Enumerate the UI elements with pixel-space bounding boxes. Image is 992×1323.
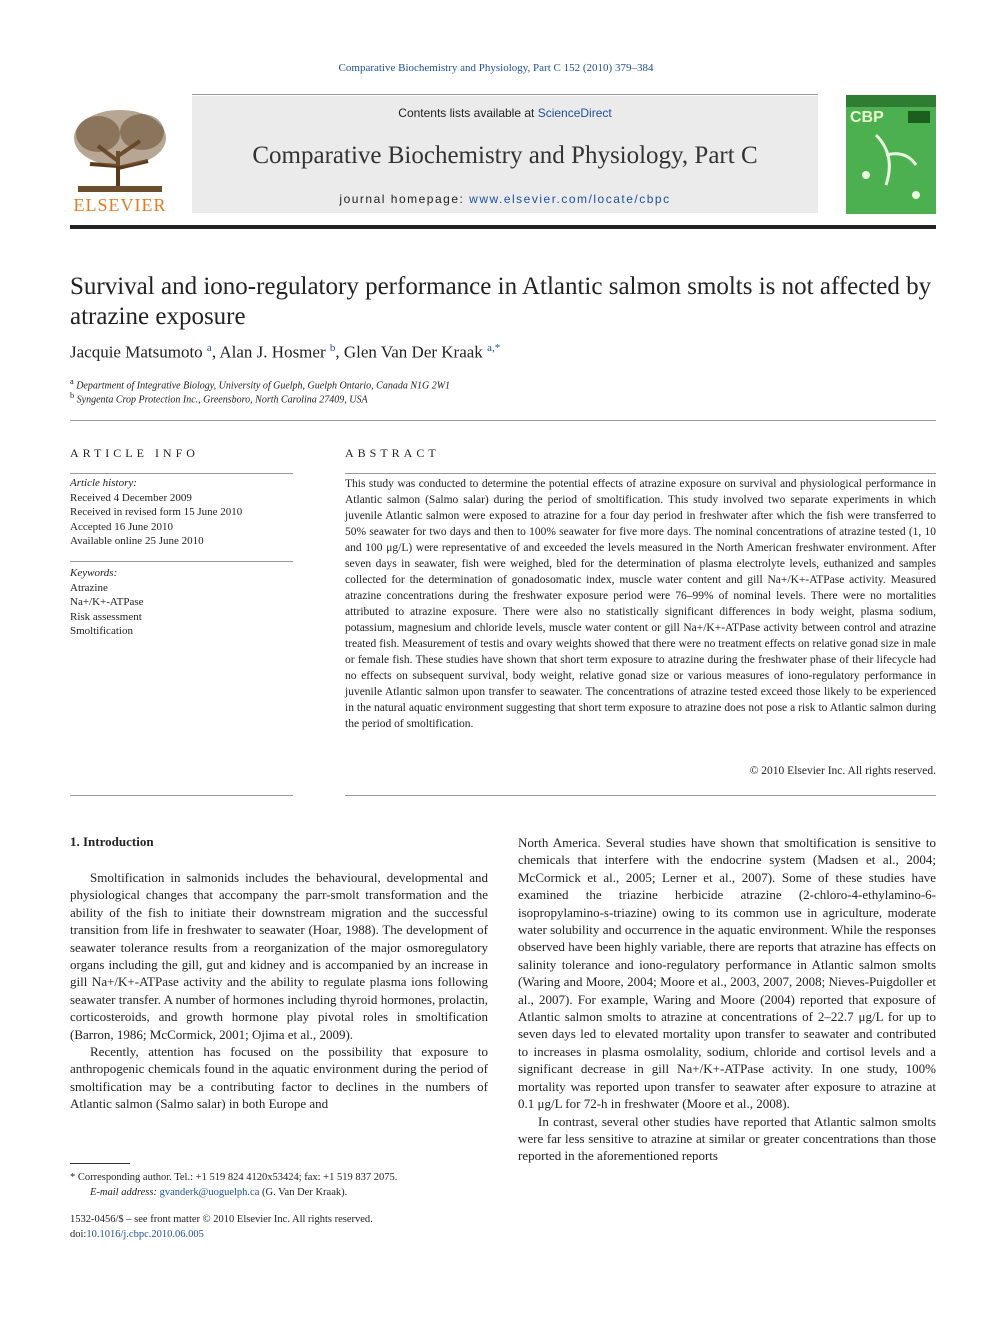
abstract-rule [345,473,936,474]
affil-text: Department of Integrative Biology, University of Guelph, Guelph Ontario, Canada N1G 2W1 [76,380,451,392]
article-info-rule [70,561,293,562]
affiliation [70,377,936,391]
body-paragraph: North America. Several studies have shown that smoltification is sensitive to chemicals that interfere with the endocrine system (Madsen et al., 2004; McCormick et al., 2005; Lerner et al., 2007). Some of these studies have examined the triazine herbicide atrazine (2-chloro-4-ethylamino-6-isopropylamino-s-triazine) owing to its common use in agriculture, moderate water solubility and occurrence in the aquatic environment. While the responses observed have been highly variable, there are reports that atrazine has effects on salinity tolerance and iono-regulatory performance in Atlantic salmon smolts (Waring and Moore, 2004; Moore et al., 2003, 2007, 2008; Nieves-Puigdoller et al., 2007). For example, Waring and Moore (2004) reported that exposure of Atlantic salmon smolts to atrazine at concentrations of 2–22.7 μg/L for up to seven days led to elevated mortality upon transfer to seawater and contributed to increases in plasma osmolality, sodium, chloride and cortisol levels and a significant decrease in gill Na+/K+-ATPase activity. In one study, 100% mortality was reported upon transfer to seawater after exposure to atrazine at 0.1 μg/L for 72-h in freshwater (Moore et al., 2008). [518,835,936,1112]
abstract-bottom-rule [345,795,936,796]
author-name: Alan J. Hosmer [219,342,326,362]
keyword: Risk assessment [70,610,142,623]
front-matter-line: 1532-0456/$ – see front matter © 2010 Elsevier Inc. All rights reserved. [70,1214,373,1225]
homepage-link[interactable]: www.elsevier.com/locate/cbpc [469,192,671,206]
body-paragraph: In contrast, several other studies have reported that Atlantic salmon smolts were far less sensitive to atrazine at similar or greater concentrations than those reported in the aforementioned reports [518,1113,936,1164]
keywords-label: Keywords: [70,567,118,579]
sciencedirect-link[interactable]: ScienceDirect [537,106,612,120]
author-list: Jacquie Matsumoto $^a$, Alan J. Hosmer $^b$, Glen Van Der Kraak $^{a,*}$ [70,342,501,362]
author-name: Jacquie Matsumoto [70,342,203,362]
journal-title: Comparative Biochemistry and Physiology, Part C [252,142,758,169]
header-top-rule [192,94,818,95]
email-suffix: (G. Van Der Kraak). [259,1187,348,1198]
article-info-bottom-rule [70,795,293,796]
body-paragraph: Recently, attention has focused on the possibility that exposure to anthropogenic chemicals found in the aquatic environment during the period of smoltification may be a contributing factor to declines in the numbers of Atlantic salmon (Salmo salar) in both Europe and [70,1044,488,1112]
section-heading-introduction: 1. Introduction [70,834,154,849]
section-divider [70,420,936,421]
affil-text: Syngenta Crop Protection Inc., Greensboro, North Carolina 27409, USA [76,394,368,406]
doi-label: doi: [70,1228,87,1240]
contents-prefix: Contents lists available at [398,106,538,120]
header-divider [70,225,936,229]
body-paragraph: Smoltification in salmonids includes the behavioural, developmental and physiological changes that accompany the parr-smolt transformation and the ability of the fish to initiate their downstream migration and the successful transition from life in freshwater to seawater (Hoar, 1988). The development of seawater tolerance results from a reorganization of the major osmoregulatory organs including the gill, gut and kidney and is accompanied by an increase in gill Na+/K+-ATPase activity and the ability to regulate plasma ions following seawater transfer. A number of hormones including thyroid hormones, prolactin, corticosteroids, and growth hormone play pivotal roles in smoltification (Barron, 1986; McCormick, 2001; Ojima et al., 2009). [70,870,488,1042]
footnote-rule [70,1163,130,1164]
front-matter [70,1213,373,1242]
history-item: Received in revised form 15 June 2010 [70,506,243,518]
history-label: Article history: [70,477,137,489]
email-link[interactable]: gvanderk@uoguelph.ca [159,1187,260,1198]
doi-line [70,1228,373,1243]
journal-citation[interactable]: Comparative Biochemistry and Physiology, Part C 152 (2010) 379–384 [338,62,654,74]
abstract-heading: ABSTRACT [345,446,440,460]
author-name: Glen Van Der Kraak [343,342,483,362]
email-note [90,1186,508,1201]
journal-cover-thumbnail[interactable] [846,95,936,214]
doi-link[interactable]: 10.1016/j.cbpc.2010.06.005 [86,1228,204,1240]
author-affil-marker[interactable]: b [329,342,336,354]
keywords [70,566,293,639]
keyword: Na+/K+-ATPase [70,596,144,608]
article-info-heading: ARTICLE INFO [70,446,199,460]
elsevier-wordmark: ELSEVIER [73,195,167,215]
affiliation [70,391,936,405]
affil-marker: b [70,391,75,400]
abstract-copyright: © 2010 Elsevier Inc. All rights reserved. [749,765,936,777]
author-affil-marker[interactable]: a,* [487,342,501,354]
author-affil-marker[interactable]: a [206,342,212,354]
history-item: Received 4 December 2009 [70,491,192,504]
history-item: Available online 25 June 2010 [70,535,204,547]
abstract-text: This study was conducted to determine the potential effects of atrazine exposure on survival and physiological performance in Atlantic salmon (Salmo salar) during the period of smoltification. This study involved two separate experiments in which juvenile Atlantic salmon were exposed to atrazine for a four day period in freshwater after which the fish were transferred to 50% seawater for two days and then to 100% seawater for five more days. The nominal concentrations of atrazine tested (1, 10 and 100 μg/L) were representative of and exceeded the levels measured in the North American freshwater environment. After seven days in seawater, fish were weighed, bled for the determination of plasma electrolyte levels, euthanized and samples collected for the determination of gonadosomatic index, muscle water content and gill Na+/K+-ATPase activity. Measured atrazine concentrations during the freshwater exposure period were 76–99% of nominal levels. There were no mortalities attributed to atrazine exposure. There were also no statistically significant differences in body weight, plasma sodium, potassium, magnesium and chloride levels, muscle water content or gill Na+/K+-ATPase activity between control and atrazine treated fish. Measurement of testis and ovary weights showed that there were no treatment effects on relative gonad size in male or female fish. These studies have shown that short term exposure to atrazine during the freshwater phase of their lifecycle had no effects on subsequent survival, body weight, relative gonad size or various measures of iono-regulatory performance in juvenile Atlantic salmon upon transfer to seawater. The concentrations of atrazine tested exceed those likely to be experienced in the natural aquatic environment suggesting that short term exposure to atrazine does not pose a risk to Atlantic salmon during the period of smoltification. [345,478,936,730]
article-history [70,476,293,549]
keyword: Atrazine [70,581,108,594]
keyword: Smoltification [70,625,133,637]
homepage-prefix: journal homepage: [339,192,470,206]
journal-homepage [192,192,818,206]
contents-line [192,106,818,120]
body-column-right [518,834,936,1165]
article-info-rule [70,473,293,474]
body-column-left [70,869,488,1113]
article-title: Survival and iono-regulatory performance in Atlantic salmon smolts is not affected by atrazine exposure [70,273,932,330]
email-label: E-mail address: [90,1187,160,1198]
cover-label: CBP [850,109,884,126]
history-item: Accepted 16 June 2010 [70,520,173,533]
corresponding-author-note: * Corresponding author. Tel.: +1 519 824 4120x53424; fax: +1 519 837 2075. [70,1172,398,1183]
affil-marker: a [70,377,74,386]
